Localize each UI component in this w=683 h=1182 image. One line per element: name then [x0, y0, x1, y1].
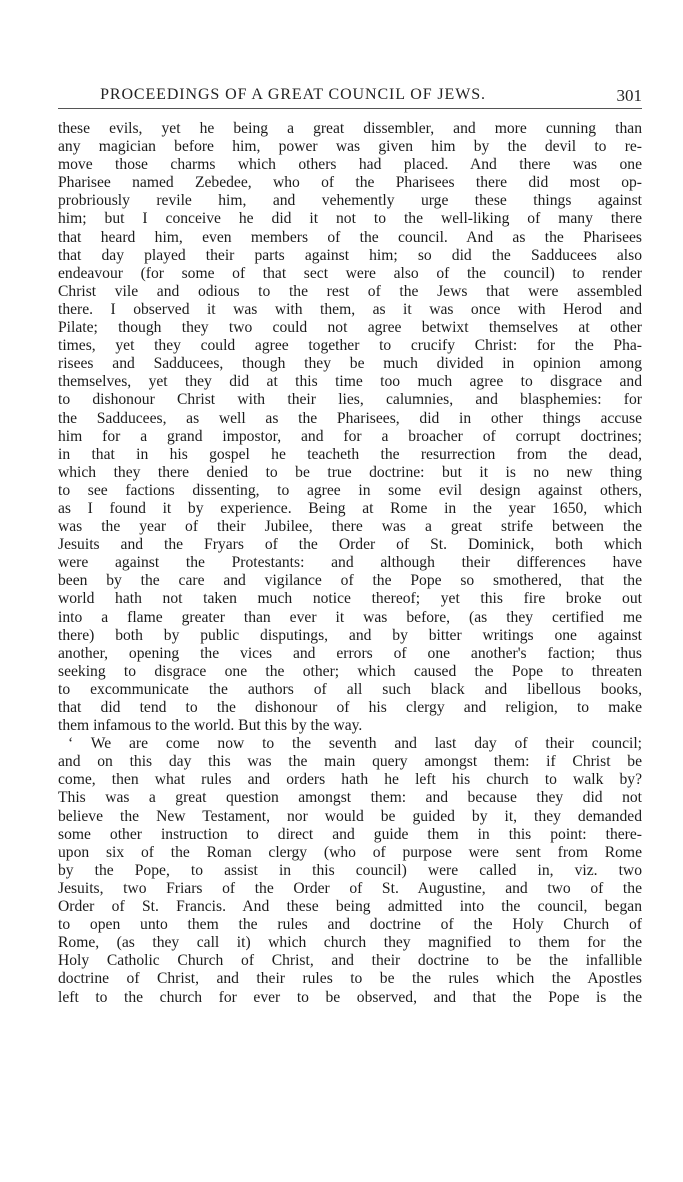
text-line: any magician before him, power was given him by the devil to re- — [58, 138, 642, 156]
paragraph — [58, 120, 642, 735]
text-line: Christ vile and odious to the rest of the Jews that were assembled — [58, 282, 642, 300]
text-line: that heard him, even members of the council. And as the Pharisees — [58, 228, 642, 246]
text-line: and on this day this was the main query amongst them: if Christ be — [58, 753, 642, 771]
text-line: risees and Sadducees, though they be much divided in opinion among — [58, 355, 642, 373]
text-line: Rome, (as they call it) which church they magnified to them for the — [58, 934, 642, 952]
text-line: world hath not taken much notice thereof; yet this fire broke out — [58, 590, 642, 608]
text-line: another, opening the vices and errors of one another's faction; thus — [58, 644, 642, 662]
text-line: come, then what rules and orders hath he left his church to walk by? — [58, 771, 642, 789]
text-line: times, yet they could agree together to crucify Christ: for the Pha- — [58, 337, 642, 355]
text-line: into a flame greater than ever it was before, (as they certified me — [58, 608, 642, 626]
page-number: 301 — [616, 86, 642, 105]
text-line: upon six of the Roman clergy (who of purpose were sent from Rome — [58, 843, 642, 861]
paragraph — [58, 735, 642, 1006]
text-line: Holy Catholic Church of Christ, and their doctrine to be the infallible — [58, 952, 642, 970]
text-line: in that in his gospel he teacheth the resurrection from the dead, — [58, 445, 642, 463]
text-line: This was a great question amongst them: and because they did not — [58, 789, 642, 807]
text-line: been by the care and vigilance of the Pope so smothered, that the — [58, 572, 642, 590]
text-line: move those charms which others had placed. And there was one — [58, 156, 642, 174]
text-line: Order of St. Francis. And these being admitted into the council, began — [58, 898, 642, 916]
text-line: them infamous to the world. But this by the way. — [58, 717, 363, 735]
text-line: to open unto them the rules and doctrine of the Holy Church of — [58, 916, 642, 934]
text-line: there. I observed it was with them, as it was once with Herod and — [58, 300, 642, 318]
text-line: were against the Protestants: and although their differences have — [58, 554, 642, 572]
text-line: as I found it by experience. Being at Rome in the year 1650, which — [58, 499, 642, 517]
body-text — [58, 120, 642, 1007]
text-line: by the Pope, to assist in this council) were called in, viz. two — [58, 861, 642, 879]
text-line: to excommunicate the authors of all such black and libellous books, — [58, 680, 642, 698]
text-line: left to the church for ever to be observed, and that the Pope is the — [58, 988, 642, 1006]
text-line: to see factions dissenting, to agree in some evil design against others, — [58, 481, 642, 499]
text-line: seeking to disgrace one the other; which caused the Pope to threaten — [58, 662, 642, 680]
text-line: doctrine of Christ, and their rules to be the rules which the Apostles — [58, 970, 642, 988]
text-line: Jesuits and the Fryars of the Order of St. Dominick, both which — [58, 536, 642, 554]
text-line: ‘ We are come now to the seventh and last day of their council; — [68, 735, 642, 753]
text-line: that did tend to the dishonour of his clergy and religion, to make — [58, 699, 642, 716]
running-head-title: PROCEEDINGS OF A GREAT COUNCIL OF JEWS. — [100, 86, 486, 103]
text-line: to dishonour Christ with their lies, calumnies, and blasphemies: for — [58, 391, 642, 409]
text-line: Jesuits, two Friars of the Order of St. Augustine, and two of the — [58, 879, 642, 897]
text-line: Pharisee named Zebedee, who of the Pharisees there did most op- — [58, 174, 642, 192]
text-line: which they there denied to be true doctrine: but it is no new thing — [58, 463, 642, 481]
text-line: these evils, yet he being a great dissembler, and more cunning than — [58, 120, 642, 137]
text-line: the Sadducees, as well as the Pharisees, did in other things accuse — [58, 409, 642, 427]
text-line: that day played their parts against him; so did the Sadducees also — [58, 246, 642, 264]
text-line: believe the New Testament, nor would be guided by it, they demanded — [58, 807, 642, 825]
text-line: him; but I conceive he did it not to the well-liking of many there — [58, 210, 642, 228]
text-line: probriously revile him, and vehemently urge these things against — [58, 192, 642, 210]
text-line: some other instruction to direct and guide them in this point: there- — [58, 825, 642, 843]
text-line: themselves, yet they did at this time too much agree to disgrace and — [58, 373, 642, 391]
text-line: there) both by public disputings, and by bitter writings one against — [58, 626, 642, 644]
text-line: endeavour (for some of that sect were also of the council) to render — [58, 264, 642, 282]
text-line: him for a grand impostor, and for a broacher of corrupt doctrines; — [58, 427, 642, 445]
text-line: was the year of their Jubilee, there was a great strife between the — [58, 518, 642, 536]
running-head — [58, 84, 642, 109]
text-line: Pilate; though they two could not agree betwixt themselves at other — [58, 319, 642, 337]
